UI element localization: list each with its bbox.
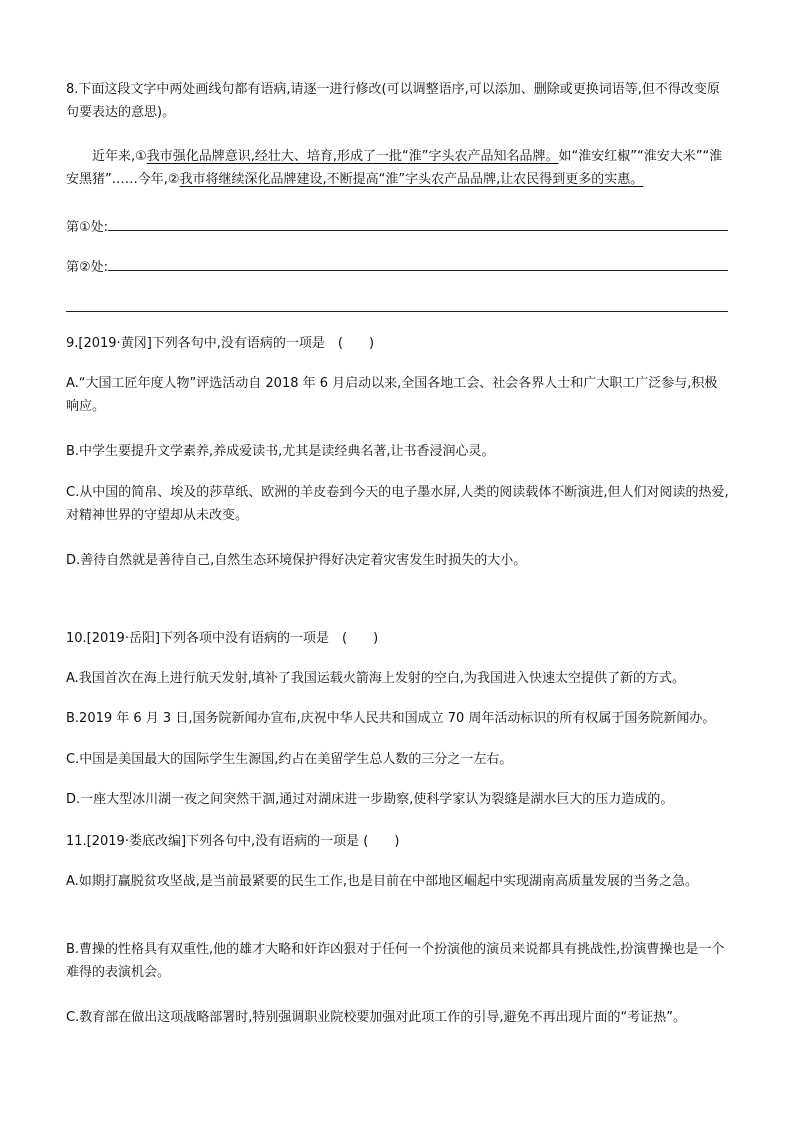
q8-answer-extra-line[interactable] xyxy=(66,311,728,312)
q8-answer-2[interactable] xyxy=(66,255,728,275)
q11-option-a[interactable]: A.如期打赢脱贫攻坚战,是当前最紧要的民生工作,也是目前在中部地区崛起中实现湖南高质量发展的当务之急。 xyxy=(66,874,699,889)
q10-stem: 10.[2019·岳阳]下列各项中没有语病的一项是 ( ) xyxy=(66,631,379,646)
q11-option-c[interactable]: C.教育部在做出这项战略部署时,特别强调职业院校要加强对此项工作的引导,避免不再出现片面的“考证热”。 xyxy=(66,1010,686,1025)
q10-option-b[interactable]: B.2019 年 6 月 3 日,国务院新闻办宣布,庆祝中华人民共和国成立 70 周年活动标识的所有权属于国务院新闻办。 xyxy=(66,711,716,726)
q8-passage-text-2: 如“淮安红椒”“淮安大米”“淮安黑猪”……今年,② xyxy=(66,149,723,187)
q10-option-c[interactable]: C.中国是美国最大的国际学生生源国,约占在美留学生总人数的三分之一左右。 xyxy=(66,752,513,767)
q8-passage xyxy=(66,145,730,191)
q8-underlined-sentence-2: 我市将继续深化品牌建设,不断提高“淮”字头农产品品牌,让农民得到更多的实惠。 xyxy=(179,172,644,187)
q11-stem: 11.[2019·娄底改编]下列各句中,没有语病的一项是 ( ) xyxy=(66,834,400,849)
q8-answer-1-line[interactable] xyxy=(108,229,728,231)
q8-answer-1-label: 第①处: xyxy=(66,220,109,235)
q8-stem: 8.下面这段文字中两处画线句都有语病,请逐一进行修改(可以调整语序,可以添加、删除或更换词语等,但不得改变原句要表达的意思)。 xyxy=(66,82,720,120)
q9-option-a[interactable]: A.“大国工匠年度人物”评选活动自 2018 年 6 月启动以来,全国各地工会、社会各界人士和广大职工广泛参与,积极响应。 xyxy=(66,376,718,414)
q8-underlined-sentence-1: 我市强化品牌意识,经壮大、培育,形成了一批“淮”字头农产品知名品牌。 xyxy=(146,149,559,164)
q9-option-b[interactable]: B.中学生要提升文学素养,养成爱读书,尤其是读经典名著,让书香浸润心灵。 xyxy=(66,444,495,459)
q10-option-d[interactable]: D.一座大型冰川湖一夜之间突然干涸,通过对湖床进一步勘察,使科学家认为裂缝是湖水巨大的压力造成的。 xyxy=(66,792,674,807)
q11-option-b[interactable]: B.曹操的性格具有双重性,他的雄才大略和奸诈凶狠对于任何一个扮演他的演员来说都具有挑战性,扮演曹操也是一个难得的表演机会。 xyxy=(66,942,725,980)
q8-answer-1[interactable] xyxy=(66,215,728,235)
q8-answer-2-line[interactable] xyxy=(108,269,728,271)
q8-answer-2-label: 第②处: xyxy=(66,260,109,275)
q9-option-c[interactable]: C.从中国的简帛、埃及的莎草纸、欧洲的羊皮卷到今天的电子墨水屏,人类的阅读载体不断演进,但人们对阅读的热爱,对精神世界的守望却从未改变。 xyxy=(66,485,729,523)
q9-option-d[interactable]: D.善待自然就是善待自己,自然生态环境保护得好决定着灾害发生时损失的大小。 xyxy=(66,553,527,568)
q9-stem: 9.[2019·黄冈]下列各句中,没有语病的一项是 ( ) xyxy=(66,336,375,351)
q10-option-a[interactable]: A.我国首次在海上进行航天发射,填补了我国运载火箭海上发射的空白,为我国进入快速太空提供了新的方式。 xyxy=(66,671,686,686)
q8-passage-text-1: 近年来,① xyxy=(92,149,147,164)
